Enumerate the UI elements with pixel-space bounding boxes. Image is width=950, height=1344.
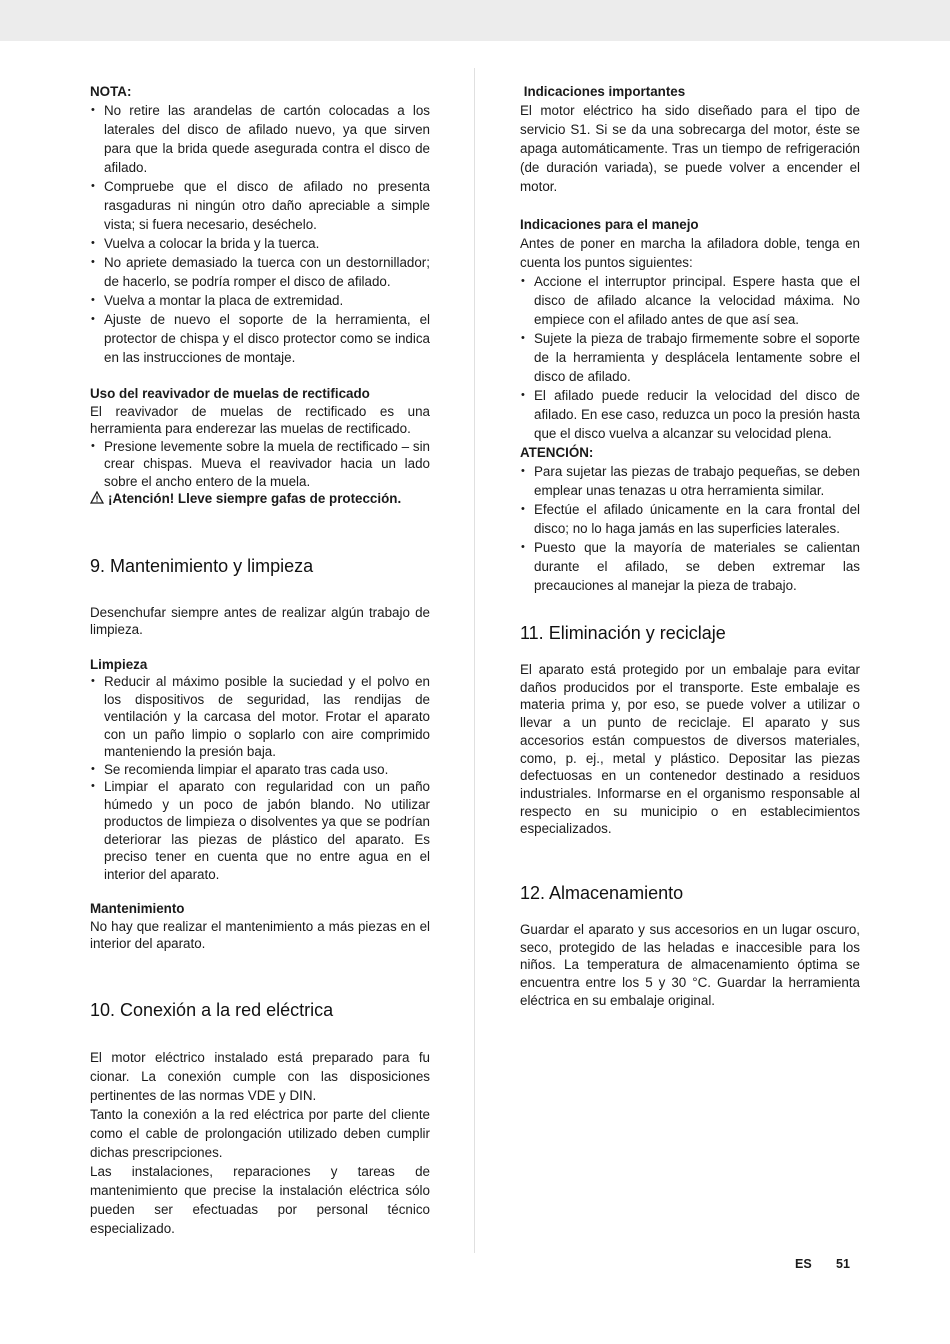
top-bar <box>0 0 950 41</box>
atencion-title: ATENCIÓN: <box>520 445 594 460</box>
list-item: • Ajuste de nuevo el soporte de la herramienta, el protector de chispa y el disco protector como se indica en las instrucciones de montaje. <box>90 310 430 367</box>
manejo-text: Antes de poner en marcha la afiladora doble, tenga en cuenta los puntos siguientes: <box>520 236 860 270</box>
list-item: • Sujete la pieza de trabajo firmemente sobre el soporte de la herramienta y desplácela lentamente sobre el disco de afilado. <box>520 329 860 386</box>
reavivador-title: Uso del reavivador de muelas de rectificado <box>90 386 370 401</box>
column-divider <box>474 68 475 1253</box>
list-item: • No apriete demasiado la tuerca con un destornillador; de hacerlo, se podría romper el disco de afilado. <box>90 253 430 291</box>
limpieza-title: Limpieza <box>90 656 148 672</box>
list-item: • Efectúe el afilado únicamente en la cara frontal del disco; no lo haga jamás en las superficies laterales. <box>520 500 860 538</box>
limpieza-list <box>90 673 430 883</box>
list-item: • Para sujetar las piezas de trabajo pequeñas, se deben emplear unas tenazas u otra herramienta similar. <box>520 462 860 500</box>
section-10-paragraph-1: El motor eléctrico instalado está preparado para fu cionar. La conexión cumple con las disposiciones pertinentes de las normas VDE y DIN. <box>90 1049 430 1103</box>
page-number: 51 <box>836 1257 850 1271</box>
mantenimiento-text: No hay que realizar el mantenimiento a más piezas en el interior del aparato. <box>90 918 430 951</box>
list-item: • Se recomienda limpiar el aparato tras cada uso. <box>90 761 430 779</box>
manejo-title: Indicaciones para el manejo <box>520 217 699 232</box>
list-item: • Puesto que la mayoría de materiales se calientan durante el afilado, se deben extremar las precauciones al manejar la pieza de trabajo. <box>520 538 860 595</box>
list-item: • No retire las arandelas de cartón colocadas a los laterales del disco de afilado nuevo, ya que sirven para que la brida quede asegurada contra el disco de afilado. <box>90 101 430 177</box>
warning-text: ¡Atención! Lleve siempre gafas de protección. <box>108 491 402 506</box>
list-item: • Vuelva a montar la placa de extremidad. <box>90 291 430 310</box>
list-item: • Compruebe que el disco de afilado no presenta rasgaduras ni ningún otro daño apreciable a simple vista; si fuera necesario, deséchelo. <box>90 177 430 234</box>
reavivador-text: El reavivador de muelas de rectificado es una herramienta para enderezar las muelas de rectificado. <box>90 403 430 436</box>
footer-language: ES <box>795 1257 812 1271</box>
section-9-title: 9. Mantenimiento y limpieza <box>90 555 314 576</box>
left-column <box>90 82 430 1238</box>
manejo-list <box>520 272 860 443</box>
section-12-text: Guardar el aparato y sus accesorios en un lugar oscuro, seco, protegido de las heladas e inaccesible para los niños. La temperatura de almacenamiento óptima se encuentra entre los 5 y 30 °C. Guardar la herramienta eléctrica en su embalaje original. <box>520 922 860 1008</box>
list-item: • Vuelva a colocar la brida y la tuerca. <box>90 234 430 253</box>
indicaciones-title: Indicaciones importantes <box>520 84 686 99</box>
warning-triangle-icon <box>90 491 104 504</box>
list-item: • Accione el interruptor principal. Espere hasta que el disco de afilado alcance la velocidad máxima. No empiece con el afilado antes de que así sea. <box>520 272 860 329</box>
section-10-paragraph-3: Las instalaciones, reparaciones y tareas de mantenimiento que precise la instalación eléctrica sólo pueden ser efectuadas por personal técnico especializado. <box>90 1163 430 1236</box>
section-11-title: 11. Eliminación y reciclaje <box>520 623 726 643</box>
section-12-title: 12. Almacenamiento <box>520 883 684 904</box>
list-item: • El afilado puede reducir la velocidad del disco de afilado. En ese caso, reduzca un poco la presión hasta que el disco vuelva a alcanzar su velocidad plena. <box>520 386 860 443</box>
nota-title: NOTA: <box>90 84 132 99</box>
mantenimiento-title: Mantenimiento <box>90 901 185 916</box>
warning-line <box>90 490 430 508</box>
list-item: • Limpiar el aparato con regularidad con un paño húmedo y un poco de jabón blando. No utilizar productos de limpieza o disolventes ya que se podrían deteriorar las piezas de plástico del aparato. Es preciso tener en cuenta que no entre agua en el interior del aparato. <box>90 778 430 883</box>
list-item: • Presione levemente sobre la muela de rectificado – sin crear chispas. Mueva el reavivador hacia un lado sobre el ancho entero de la muela. <box>90 438 430 491</box>
nota-list <box>90 101 430 367</box>
section-10-paragraph-2: Tanto la conexión a la red eléctrica por parte del cliente como el cable de prolongación utilizado deben cumplir dichas prescripciones. <box>90 1106 430 1160</box>
indicaciones-text: El motor eléctrico ha sido diseñado para el tipo de servicio S1. Si se da una sobrecarga del motor, éste se apaga automáticamente. Tras un tiempo de refrigeración (de duración variada), se puede volver a encender el motor. <box>520 103 860 194</box>
right-column <box>520 82 860 1010</box>
section-11-text: El aparato está protegido por un embalaje para evitar daños producidos por el transporte. Este embalaje es materia prima y, por eso, se puede volver a utilizar o llevar a un punto de reciclaje. El aparato y sus accesorios están compuestos de diversos materiales, como, p. ej., metal y plástico. Depositar las piezas defectuosas en un contenedor destinado a residuos industriales. Informarse en el organismo responsable al respecto en su municipio o en establecimientos especializados. <box>520 662 860 837</box>
section-9-intro: Desenchufar siempre antes de realizar algún trabajo de limpieza. <box>90 604 430 637</box>
atencion-list <box>520 462 860 595</box>
list-item: • Reducir al máximo posible la suciedad y el polvo en los dispositivos de seguridad, las rendijas de ventilación y la carcasa del motor. Frotar el aparato con un paño limpio o soplarlo con aire comprimido manteniendo la presión baja. <box>90 673 430 761</box>
section-10-title: 10. Conexión a la red eléctrica <box>90 999 334 1020</box>
reavivador-list <box>90 438 430 491</box>
